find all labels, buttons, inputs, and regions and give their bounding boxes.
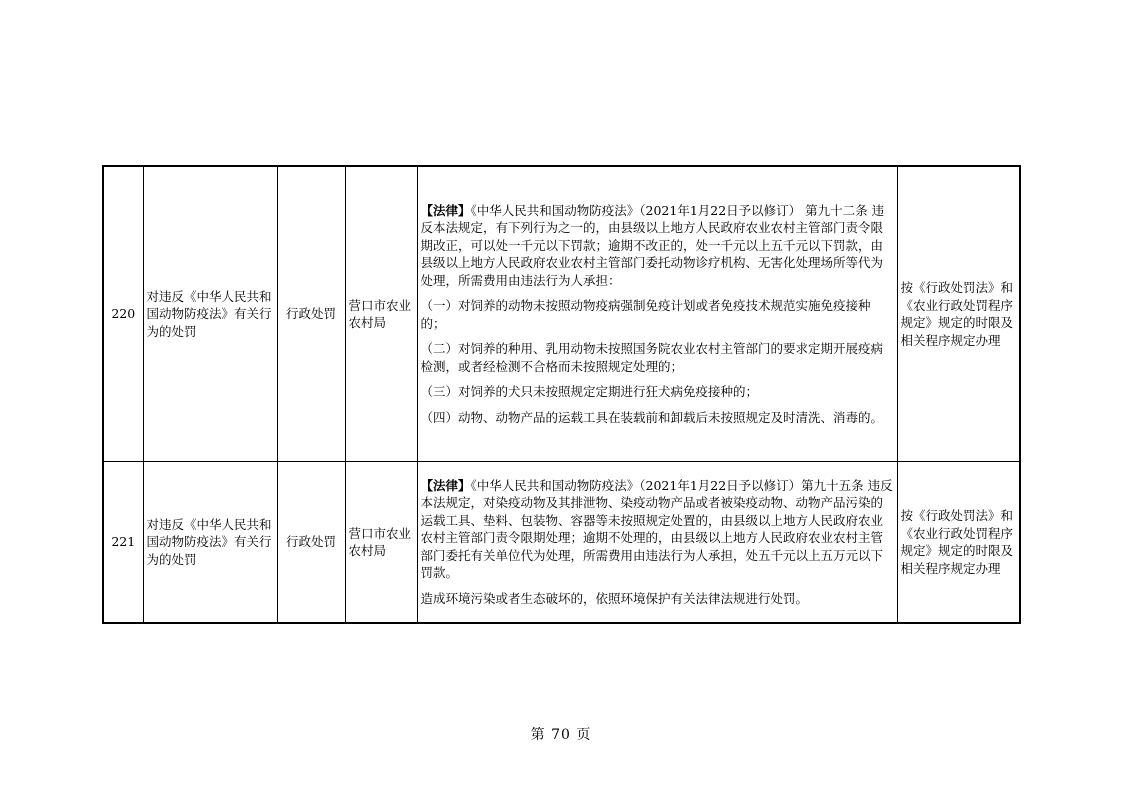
legal-basis-cell (417, 462, 897, 624)
item-name: 对违反《中华人民共和国动物防疫法》有关行为的处罚 (143, 166, 277, 462)
penalty-items-table (102, 165, 1021, 624)
procedure-note: 按《行政处罚法》和《农业行政处罚程序规定》规定的时限及相关程序规定办理 (897, 166, 1020, 462)
legal-basis-tag: 【法律】 (420, 477, 471, 493)
legal-basis-text: 《中华人民共和国动物防疫法》（2021年1月22日予以修订） 第九十二条 违反本法规定，有下列行为之一的，由县级以上地方人民政府农业农村主管部门责令限期改正，可以处一千元以下罚款；逾期不改正的，处一千元以上五千元以下罚款，由县级以上地方人民政府农业农村主管部门委托动物诊疗机构、无害化处理场所等代为处理，所需费用由违法行为人承担： (420, 202, 885, 288)
item-department: 营口市农业农村局 (345, 166, 417, 462)
page-number: 第 70 页 (530, 727, 592, 743)
item-name: 对违反《中华人民共和国动物防疫法》有关行为的处罚 (143, 462, 277, 624)
legal-basis-paragraph: 造成环境污染或者生态破坏的，依照环境保护有关法律法规进行处罚。 (420, 590, 809, 606)
table-row (103, 166, 1020, 462)
legal-basis-paragraph (421, 202, 894, 290)
legal-basis-paragraph: （二）对饲养的种用、乳用动物未按照国务院农业农村主管部门的要求定期开展疫病检测，或者经检测不合格而未按照规定处理的； (420, 341, 884, 374)
legal-basis-paragraph: （四）动物、动物产品的运载工具在装载前和卸载后未按照规定及时清洗、消毒的。 (420, 409, 884, 425)
item-department: 营口市农业农村局 (345, 462, 417, 624)
item-category: 行政处罚 (277, 166, 345, 462)
item-category: 行政处罚 (277, 462, 345, 624)
procedure-note: 按《行政处罚法》和《农业行政处罚程序规定》规定的时限及相关程序规定办理 (897, 462, 1020, 624)
legal-basis-paragraph: （一）对饲养的动物未按照动物疫病强制免疫计划或者免疫技术规范实施免疫接种的； (420, 298, 871, 331)
legal-basis-tag: 【法律】 (420, 202, 471, 218)
item-number: 220 (103, 166, 143, 462)
item-number: 221 (103, 462, 143, 624)
legal-basis-paragraph (421, 477, 894, 582)
legal-basis-paragraph: （三）对饲养的犬只未按照规定定期进行狂犬病免疫接种的； (420, 384, 759, 400)
legal-basis-text: 《中华人民共和国动物防疫法》（2021年1月22日予以修订）第九十五条 违反本法规定，对染疫动物及其排泄物、染疫动物产品或者被染疫动物、动物产品污染的运载工具、垫料、包装物、容器等未按照规定处置的，由县级以上地方人民政府农业农村主管部门责令限期处理；逾期不处理的，由县级以上地方人民政府农业农村主管部门委托有关单位代为处理，所需费用由违法行为人承担，处五千元以上五万元以下罚款。 (420, 477, 893, 581)
table-row (103, 462, 1020, 624)
legal-basis-cell (417, 166, 897, 462)
